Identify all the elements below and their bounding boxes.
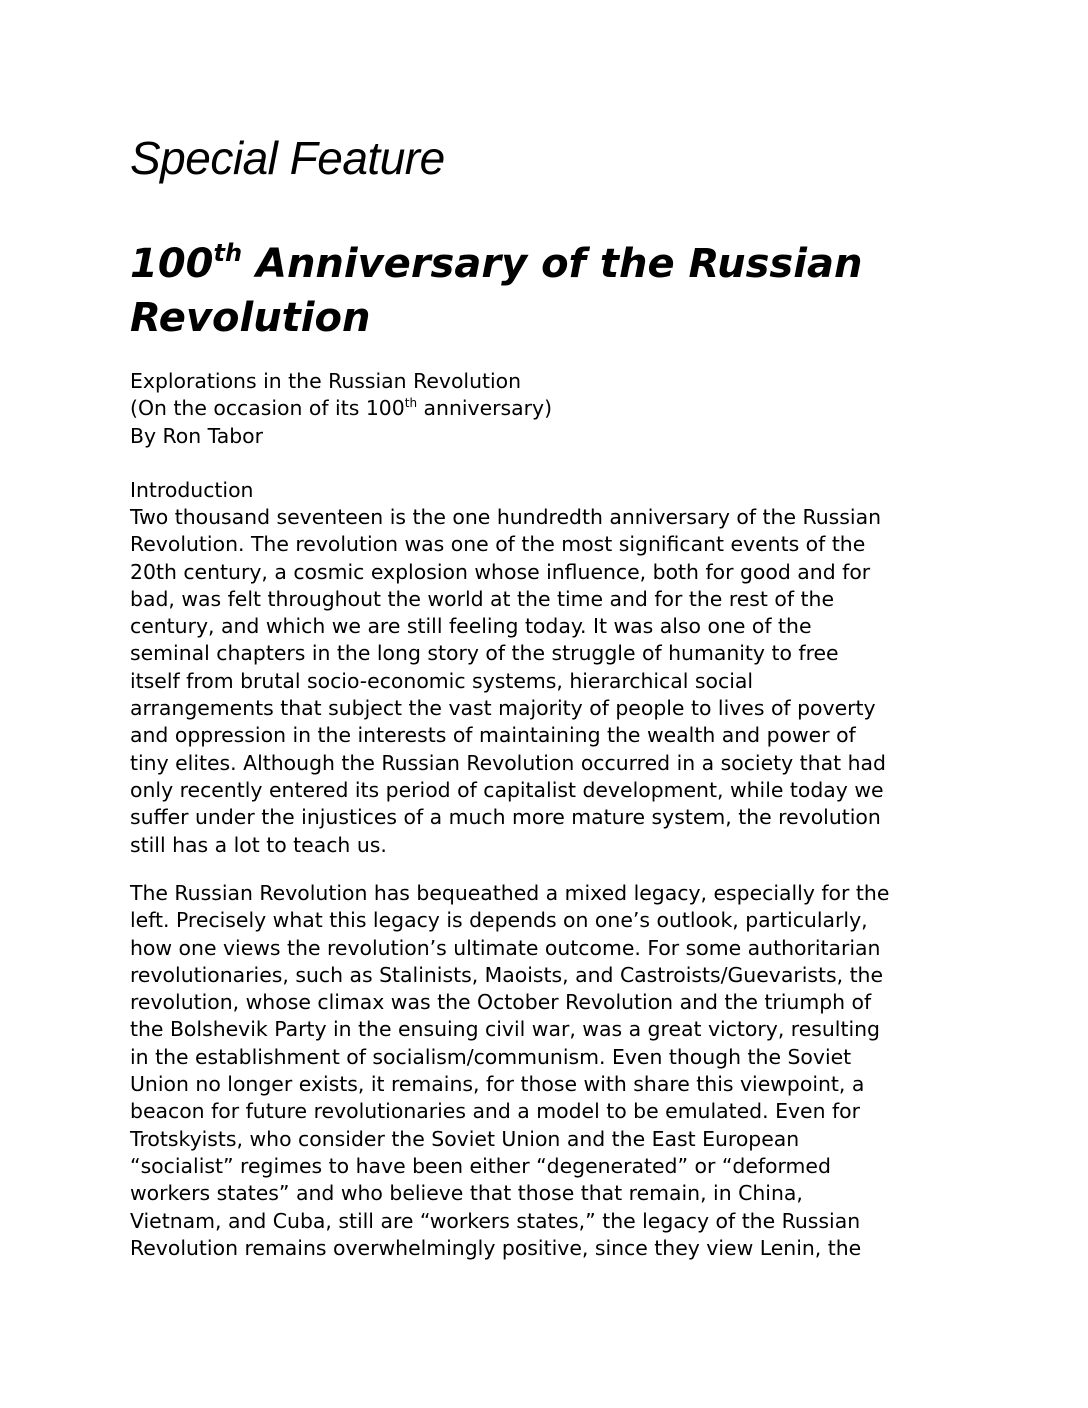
occasion-line — [130, 395, 552, 422]
text-line: Vietnam, and Cuba, still are “workers states,” the legacy of the Russian — [130, 1208, 861, 1233]
article-title — [130, 237, 970, 345]
text-line: how one views the revolution’s ultimate outcome. For some authoritarian — [130, 935, 881, 960]
byline — [130, 368, 552, 450]
text-line: in the establishment of socialism/communism. Even though the Soviet — [130, 1044, 852, 1069]
series-title: Explorations in the Russian Revolution — [130, 369, 522, 393]
text-line: beacon for future revolutionaries and a model to be emulated. Even for — [130, 1099, 861, 1124]
text-line: left. Precisely what this legacy is depends on one’s outlook, particularly, — [130, 908, 868, 933]
paragraph-1 — [130, 504, 970, 859]
text-line: suffer under the injustices of a much more mature system, the revolution — [130, 805, 881, 830]
text-line: Revolution remains overwhelmingly positive, since they view Lenin, the — [130, 1235, 862, 1260]
text-line: century, and which we are still feeling today. It was also one of the — [130, 614, 812, 639]
text-line: arrangements that subject the vast majority of people to lives of poverty — [130, 696, 876, 721]
text-line: tiny elites. Although the Russian Revolution occurred in a society that had — [130, 750, 886, 775]
text-line: itself from brutal socio-economic systems, hierarchical social — [130, 668, 754, 693]
text-line: revolutionaries, such as Stalinists, Maoists, and Castroists/Guevarists, the — [130, 962, 884, 987]
text-line: still has a lot to teach us. — [130, 832, 387, 857]
text-line: and oppression in the interests of maintaining the wealth and power of — [130, 723, 856, 748]
text-line: “socialist” regimes to have been either “degenerated” or “deformed — [130, 1153, 831, 1178]
text-line: Revolution. The revolution was one of the most significant events of the — [130, 532, 866, 557]
text-line: revolution, whose climax was the October Revolution and the triumph of — [130, 990, 872, 1015]
title-superscript: th — [213, 239, 243, 267]
text-line: Trotskyists, who consider the Soviet Union and the East European — [130, 1126, 800, 1151]
text-line: bad, was felt throughout the world at the time and for the rest of the — [130, 586, 835, 611]
text-line: only recently entered its period of capitalist development, while today we — [130, 777, 884, 802]
occasion-superscript: th — [404, 396, 418, 411]
author: By Ron Tabor — [130, 423, 264, 448]
title-rest: Anniversary of the Russian Revolution — [130, 241, 863, 341]
text-line: the Bolshevik Party in the ensuing civil war, was a great victory, resulting — [130, 1017, 881, 1042]
section-label: Special Feature — [130, 132, 445, 184]
text-line: 20th century, a cosmic explosion whose influence, both for good and for — [130, 559, 871, 584]
text-line: seminal chapters in the long story of the struggle of humanity to free — [130, 641, 839, 666]
text-line: Union no longer exists, it remains, for those with share this viewpoint, a — [130, 1072, 865, 1097]
occasion-prefix: (On the occasion of its 100 — [130, 396, 405, 421]
occasion-suffix: anniversary) — [417, 396, 553, 421]
title-number: 100 — [130, 241, 214, 287]
text-line: Two thousand seventeen is the one hundredth anniversary of the Russian — [130, 505, 882, 529]
intro-heading: Introduction — [130, 478, 254, 502]
text-line: workers states” and who believe that those that remain, in China, — [130, 1181, 803, 1206]
paragraph-2 — [130, 880, 970, 1262]
text-line: The Russian Revolution has bequeathed a mixed legacy, especially for the — [130, 881, 890, 905]
